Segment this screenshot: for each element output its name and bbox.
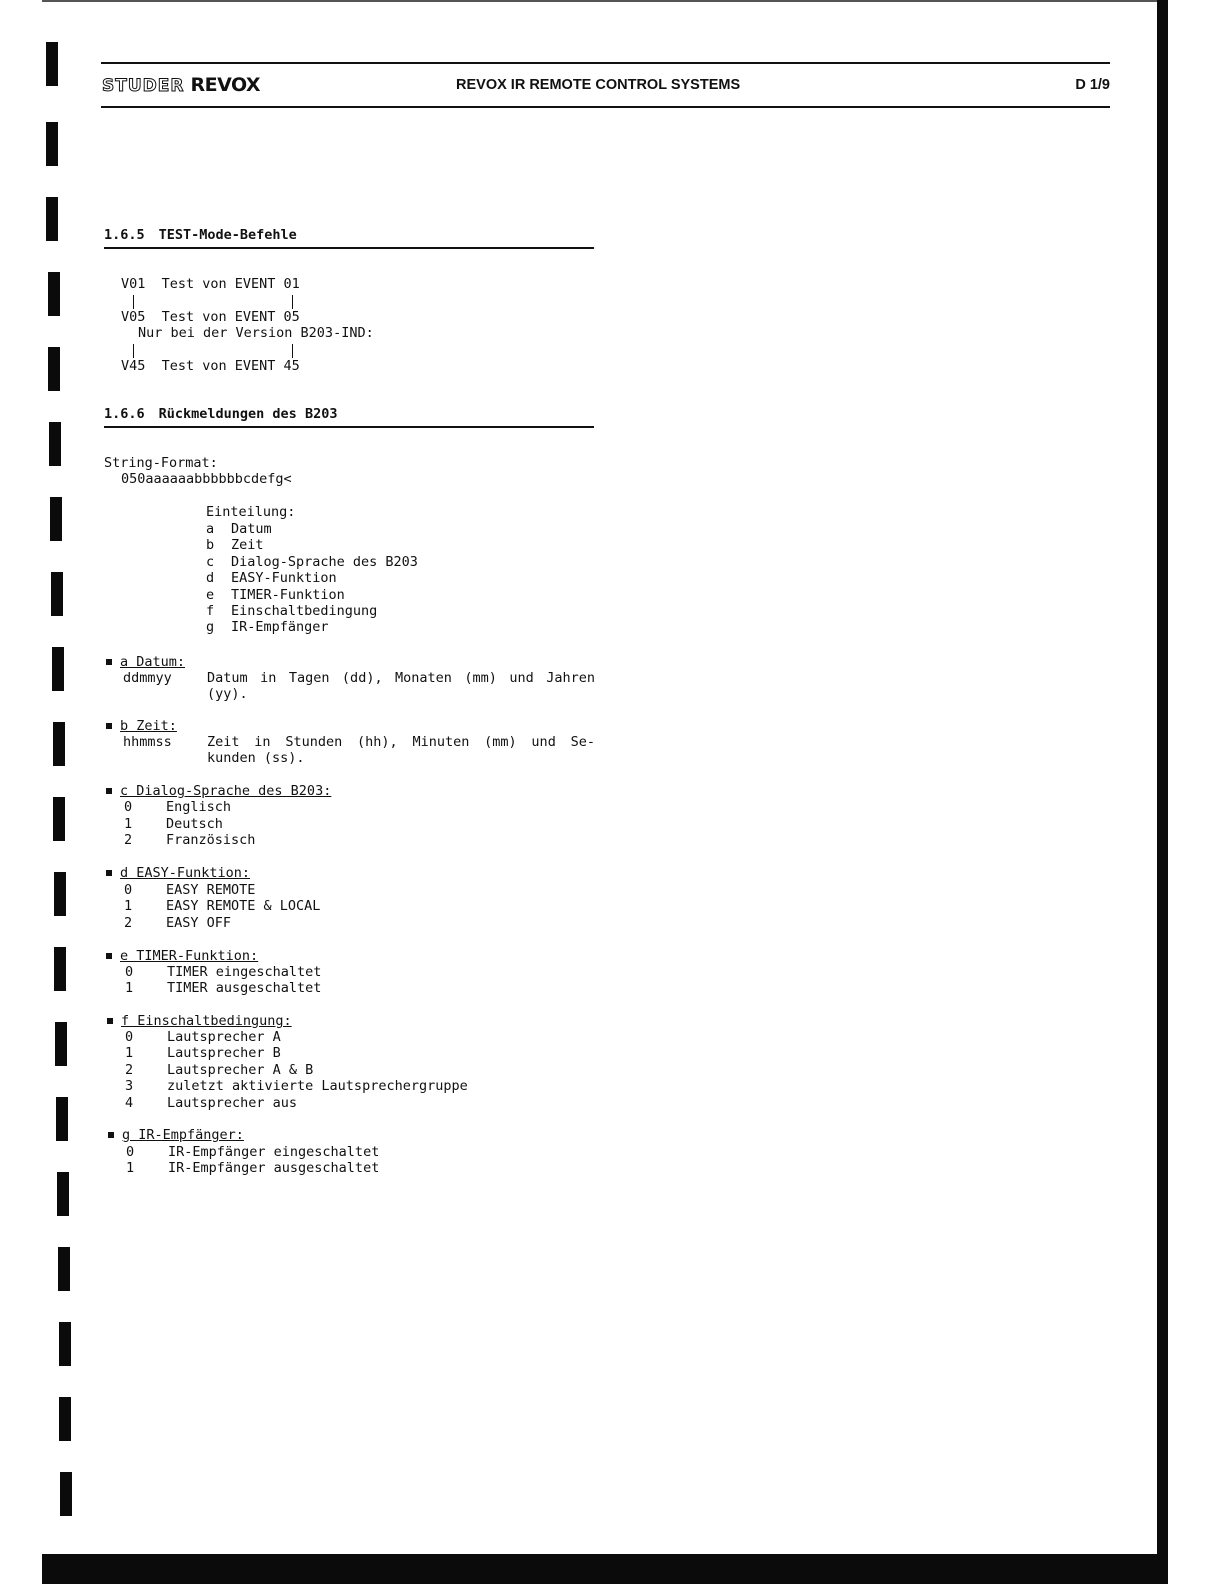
binder-hole-mark [54,947,66,991]
logo-revox: REVOX [190,74,261,96]
division-item [206,570,418,586]
bullet-icon [106,723,112,729]
item-label: IR-Empfänger ausgeschaltet [168,1160,380,1176]
range-tick [133,344,134,358]
division-key: e [206,586,215,603]
subsection-heading-ir [108,1127,244,1143]
item-code: 2 [124,915,133,931]
division-label-text: TIMER-Funktion [231,586,345,603]
binder-hole-mark [48,347,60,391]
division-label: Einteilung: [206,504,296,520]
item-label: zuletzt aktivierte Lautsprechergruppe [167,1078,468,1094]
subsection-heading-einschalt [107,1013,292,1029]
list-item [124,832,255,848]
document-title: REVOX IR REMOTE CONTROL SYSTEMS [456,77,741,93]
division-key: f [206,602,215,619]
string-format-label: String-Format: [104,455,218,471]
division-label-text: EASY-Funktion [231,570,337,587]
range-tick [292,295,293,309]
item-label: EASY REMOTE & LOCAL [166,898,321,914]
item-code: 2 [125,1062,134,1078]
binder-hole-mark [54,872,66,916]
item-label: TIMER ausgeschaltet [167,980,322,996]
list-item [125,980,321,996]
binder-hole-mark [52,647,64,691]
list-item [125,1045,281,1061]
heading-text: b Zeit: [120,718,177,734]
binder-hole-mark [46,42,58,86]
bullet-icon [106,870,112,876]
logo-studer: STUDER [102,76,185,96]
scan-right-edge [1157,0,1168,1584]
division-label-text: Dialog-Sprache des B203 [231,553,418,570]
bullet-icon [106,788,112,794]
scan-bottom-edge [42,1554,1168,1584]
list-item [124,898,320,914]
item-label: Lautsprecher aus [167,1095,298,1111]
heading-text: g IR-Empfänger: [122,1127,244,1143]
item-code: 0 [125,964,134,980]
string-format-value: 050aaaaaabbbbbbcdefg< [121,471,292,487]
test-line-v01: V01 Test von EVENT 01 [121,276,300,292]
list-item [124,816,223,832]
list-item [125,1095,297,1111]
division-list [206,521,418,635]
bullet-icon [106,953,112,959]
heading-text: f Einschaltbedingung: [121,1013,292,1029]
subsection-heading-zeit [106,718,177,734]
test-line-v45: V45 Test von EVENT 45 [121,358,300,374]
section-title: TEST-Mode-Befehle [158,227,297,243]
range-tick [133,295,134,309]
subsection-heading-datum [106,654,185,670]
item-code: 3 [125,1078,134,1094]
division-label-text: Datum [231,521,272,537]
item-code: 1 [124,898,133,914]
division-key: a [206,521,215,537]
item-code: 0 [124,799,133,815]
division-item [206,619,418,635]
binder-hole-mark [53,797,65,841]
division-key: c [206,553,215,570]
item-label: TIMER eingeschaltet [167,964,322,980]
list-item [125,1078,468,1094]
subsection-heading-easy [106,865,250,881]
heading-text: a Datum: [120,654,186,670]
division-item [206,603,418,619]
division-item [206,537,418,553]
subsection-heading-sprache [106,783,331,799]
range-tick [292,344,293,358]
binder-hole-mark [60,1472,72,1516]
division-label-text: Einschaltbedingung [231,602,378,619]
datum-field: ddmmyy [123,670,172,686]
division-key: d [206,570,215,587]
item-code: 0 [124,882,133,898]
item-label: EASY REMOTE [166,882,256,898]
test-line-v05: V05 Test von EVENT 05 [121,309,300,325]
list-item [126,1160,379,1176]
item-label: IR-Empfänger eingeschaltet [168,1144,380,1160]
binder-hole-mark [46,122,58,166]
binder-hole-mark [56,1097,68,1141]
item-code: 2 [124,832,133,848]
binder-hole-mark [57,1172,69,1216]
subsection-heading-timer [106,948,258,964]
list-item [125,964,321,980]
item-label: Lautsprecher A & B [167,1062,314,1078]
bullet-icon [107,1018,113,1024]
item-code: 1 [125,1045,134,1061]
datum-description: Datum in Tagen (dd), Monaten (mm) und Jahren (yy). [207,670,595,703]
heading-text: e TIMER-Funktion: [120,948,259,964]
item-label: Deutsch [166,816,223,832]
binder-hole-mark [46,197,58,241]
binder-hole-mark [59,1397,71,1441]
item-label: Französisch [166,832,256,848]
item-code: 0 [126,1144,135,1160]
division-item [206,554,418,570]
binder-hole-mark [55,1022,67,1066]
binder-hole-mark [50,497,62,541]
item-label: Lautsprecher A [167,1029,281,1045]
binder-hole-mark [48,272,60,316]
item-label: Englisch [166,799,232,815]
section-heading-test-mode [104,227,594,249]
studer-revox-logo [102,74,260,96]
bullet-icon [108,1132,114,1138]
division-label-text: IR-Empfänger [231,619,329,636]
item-label: EASY OFF [166,915,232,931]
section-number: 1.6.5 [104,227,145,243]
zeit-field: hhmmss [123,734,172,750]
list-item [124,799,231,815]
scan-top-edge [42,0,1166,2]
section-heading-feedback [104,406,594,428]
item-code: 4 [125,1095,134,1111]
heading-text: d EASY-Funktion: [120,865,251,881]
item-label: Lautsprecher B [167,1045,281,1061]
page-number: D 1/9 [1075,77,1110,93]
item-code: 1 [125,980,134,996]
item-code: 1 [124,816,133,832]
list-item [125,1062,313,1078]
list-item [124,915,231,931]
division-item [206,521,418,537]
list-item [124,882,255,898]
division-key: b [206,537,215,554]
division-label-text: Zeit [231,537,264,554]
bullet-icon [106,659,112,665]
heading-text: c Dialog-Sprache des B203: [120,783,332,799]
list-item [125,1029,281,1045]
list-item [126,1144,379,1160]
item-code: 1 [126,1160,135,1176]
binder-hole-mark [51,572,63,616]
item-code: 0 [125,1029,134,1045]
page-header [101,62,1110,108]
division-key: g [206,619,215,636]
test-note: Nur bei der Version B203-IND: [138,325,374,341]
binder-hole-mark [49,422,61,466]
binder-hole-mark [59,1322,71,1366]
binder-hole-mark [53,722,65,766]
division-item [206,587,418,603]
section-number: 1.6.6 [104,406,145,422]
section-title: Rückmeldungen des B203 [158,406,338,422]
zeit-description: Zeit in Stunden (hh), Minuten (mm) und Se-kunden (ss). [207,734,595,767]
binder-hole-mark [58,1247,70,1291]
